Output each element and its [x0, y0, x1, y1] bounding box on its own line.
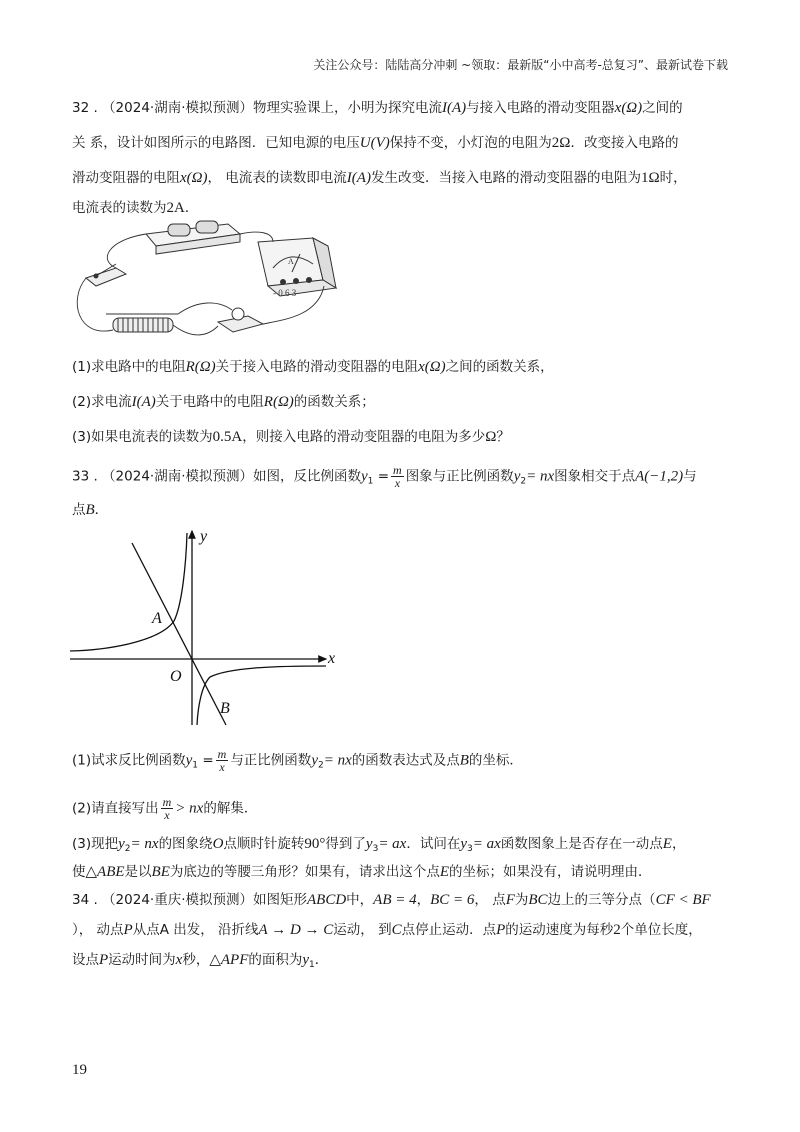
q33-line1: 33 . （2024·湖南·模拟预测）如图，反比例函数$y_1$ = $\frac{m}{x}$ 图象与正比例函数$y_2=$ nx图象相交于点A(−1,2)与 [72, 463, 697, 490]
q32-sub2: (2)求电流I(A)关于电路中的电阻R(Ω)的函数关系； [72, 394, 375, 410]
label-point-a: A [152, 610, 162, 627]
ammeter-unit: A [288, 257, 294, 266]
page-number: 19 [72, 1062, 87, 1078]
q33-line2: 点B． [72, 502, 109, 518]
q33-sub1: (1)试求反比例函数$y_1$ = $\frac{m}{x}$ 与正比例函数$y_2=$ nx的函数表达式及点B的坐标． [72, 747, 523, 774]
q32-line4: 电流表的读数为2A． [72, 200, 199, 216]
q34-line3: 设点P运动时间为x秒，△APF的面积为$y_1$． [72, 952, 329, 970]
q32-sub3: (3)如果电流表的读数为0.5A，则接入电路的滑动变阻器的电阻为多少Ω？ [72, 429, 510, 445]
q32-line3: 滑动变阻器的电阻x(Ω)， 电流表的读数即电流I(A)发生改变．当接入电路的滑动变阻器的电阻为1Ω时， [72, 170, 687, 186]
q33-sub3: (3)现把$y_2=$ nx的图象绕O点顺时针旋转90°得到了$y_3=$ ax．试问在$y_3=$ ax函数图象上是否存在一动点E， [72, 836, 686, 854]
label-y: y [200, 528, 208, 545]
rheostat [106, 314, 178, 332]
page-header: 关注公众号：陆陆高分冲刺 ~领取：最新版“小中高考-总复习”、最新试卷下载 [313, 58, 728, 72]
label-x: x [328, 650, 336, 667]
bulb [218, 308, 263, 332]
ammeter [258, 238, 336, 296]
q32-line2: 关 系，设计如图所示的电路图．已知电源的电压U(V)保持不变，小灯泡的电阻为2Ω．改变接入电路的 [72, 135, 679, 151]
switch [86, 264, 126, 286]
label-point-b: B [220, 700, 230, 717]
line-y2 [132, 543, 226, 725]
label-origin: O [170, 668, 182, 685]
hyperbola-branch-left [70, 533, 187, 651]
circuit-illustration [68, 220, 338, 350]
ammeter-terminal-labels: - 0.6 3 [273, 288, 297, 298]
q33-sub3-cont: 使△ABE是以BE为底边的等腰三角形？如果有，请求出这个点E的坐标；如果没有，请说明理由． [72, 864, 652, 880]
q32-line1: 32 . （2024·湖南·模拟预测）物理实验课上，小明为探究电流I(A)与接入电路的滑动变阻器x(Ω)之间的 [72, 100, 683, 116]
battery-box [146, 221, 240, 254]
q34-line2: ）， 动点P从点A 出发， 沿折线A → D → C运动， 到C点停止运动．点P的运动速度为每秒2个单位长度， [72, 922, 702, 938]
q33-sub2: (2)请直接写出 $\frac{m}{x}$ > nx的解集． [72, 795, 258, 822]
q34-line1: 34 . （2024·重庆·模拟预测）如图矩形ABCD中，AB = 4，BC = 6， 点F为BC边上的三等分点（CF < BF [72, 892, 711, 908]
hyperbola-branch-right [197, 666, 326, 725]
function-graph [70, 525, 350, 730]
q32-sub1: (1)求电路中的电阻R(Ω)关于接入电路的滑动变阻器的电阻x(Ω)之间的函数关系， [72, 359, 554, 375]
